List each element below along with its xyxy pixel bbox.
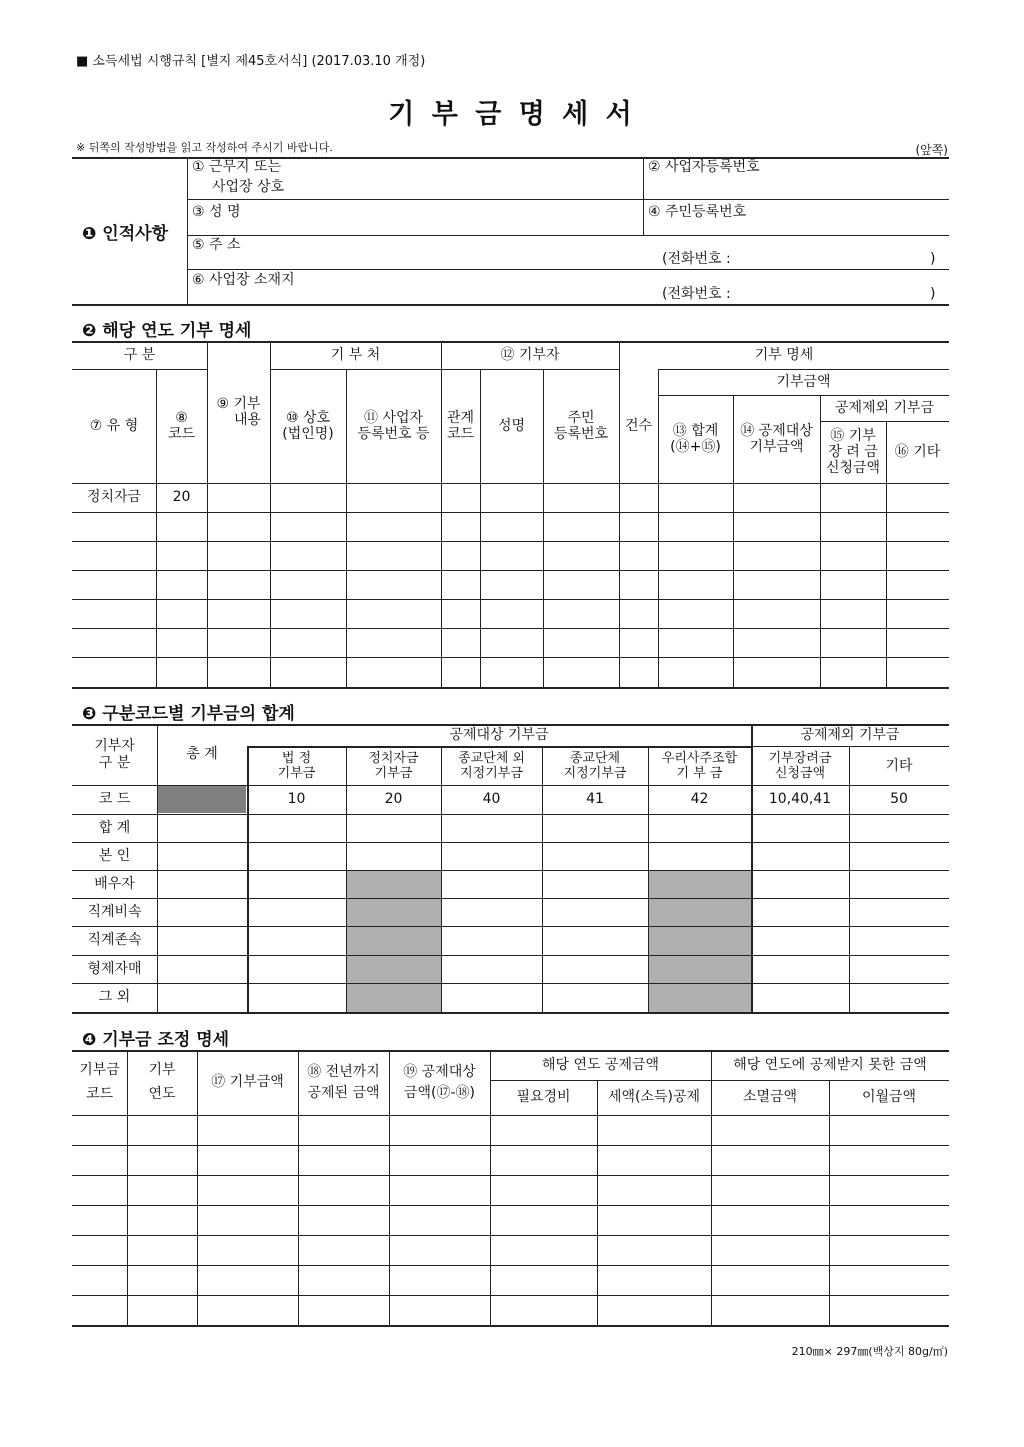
h-name-1: ⑩ 상호 — [285, 409, 331, 426]
h-prev-deducted — [298, 1050, 389, 1115]
h-donor: ⑫ 기부자 — [500, 346, 560, 363]
h-donor-name: 성명 — [497, 417, 526, 434]
h-this-year-deduction: 해당 연도 공제금액 — [541, 1056, 660, 1073]
h-ded-1: ⑭ 공제대상 — [740, 422, 813, 439]
row-descendant: 직계비속 — [87, 903, 142, 920]
h-rrn-2: 등록번호 — [553, 426, 609, 442]
h-target-amount — [389, 1050, 490, 1115]
address-phone-label: (전화번호 : — [662, 251, 731, 267]
h-ded-2: 기부금액 — [749, 439, 804, 455]
workplace-label: ① 근무지 또는 — [192, 159, 282, 175]
h-recipient: 기 부 처 — [330, 346, 381, 363]
h-biz-no — [346, 369, 441, 483]
c6-1: 기부장려금 — [768, 750, 832, 766]
h-rrn — [543, 369, 619, 483]
h-biz-1: ⑪ 사업자 — [363, 409, 424, 426]
h-rel — [441, 369, 480, 483]
h-deductible — [733, 395, 820, 483]
row-ascendant: 직계존속 — [87, 932, 142, 949]
code-41: 41 — [586, 791, 604, 808]
h-code-2: 코드 — [167, 426, 196, 442]
biz-phone-close: ) — [930, 286, 936, 302]
h-grant-3: 신청금액 — [825, 460, 881, 477]
h-donation-amount: ⑰ 기부금액 — [211, 1074, 284, 1091]
h-donor-type-1: 기부자 — [94, 738, 135, 755]
h-grant-2: 장 려 금 — [828, 443, 878, 460]
h-detail: 기부 명세 — [754, 346, 814, 363]
h4-code-1: 기부금 — [79, 1061, 120, 1078]
h-grand-total: 총 계 — [186, 746, 218, 762]
h-grant-1: ⑮ 기부 — [830, 427, 876, 444]
instruction-note: ※ 뒤쪽의 작성방법을 읽고 작성하여 주시기 바랍니다. — [76, 141, 333, 154]
c2-1: 정치자금 — [368, 750, 419, 766]
row-spouse: 배우자 — [94, 875, 135, 892]
h-donor-type-2: 구 분 — [98, 754, 131, 771]
row-total: 합 계 — [98, 819, 131, 836]
code-42: 42 — [690, 791, 709, 808]
page-side-label: (앞쪽) — [915, 143, 948, 157]
c1-1: 법 정 — [281, 750, 312, 766]
h-biz-2: 등록번호 등 — [357, 426, 430, 442]
h4-year-2: 연도 — [148, 1085, 176, 1102]
h-rel-2: 코드 — [446, 426, 475, 442]
h4-target-2: 금액(⑰-⑱) — [403, 1084, 476, 1101]
c4-2: 지정기부금 — [563, 765, 627, 781]
code-row-label: 코 드 — [98, 791, 131, 808]
h-total-1: ⑬ 합계 — [672, 422, 719, 439]
h-amount: 기부금액 — [776, 373, 831, 390]
h-rrn-1: 주민 — [567, 409, 595, 426]
resident-no-label: ④ 주민등록번호 — [648, 204, 747, 220]
h-nondeductible-group: 공제제외 기부금 — [800, 726, 900, 743]
row1-type: 정치자금 — [86, 489, 142, 506]
h-type: ⑦ 유 형 — [89, 417, 139, 434]
name-label: ③ 성 명 — [192, 204, 241, 220]
h-other: ⑯ 기타 — [894, 443, 941, 460]
h-grant-request — [751, 748, 849, 785]
code-10: 10 — [287, 791, 306, 808]
code-20: 20 — [384, 791, 403, 808]
row-sibling: 형제자매 — [87, 960, 142, 977]
h4-prev-2: 공제된 금액 — [307, 1084, 380, 1101]
h-code-1: ⑧ — [175, 409, 188, 426]
row-other: 그 외 — [98, 989, 131, 1006]
biz-phone-label: (전화번호 : — [662, 286, 731, 302]
row-self: 본 인 — [98, 847, 131, 864]
c2-2: 기부금 — [374, 765, 413, 781]
h-other-nonded: 기타 — [885, 758, 913, 775]
biz-location-label: ⑥ 사업장 소재지 — [192, 272, 295, 288]
h4-year-1: 기부 — [148, 1061, 176, 1078]
h-grant — [820, 421, 886, 483]
c6-2: 신청금액 — [774, 765, 826, 781]
code-40: 40 — [482, 791, 501, 808]
h-donation-year — [127, 1050, 197, 1115]
workplace-label-2: 사업장 상호 — [212, 179, 285, 195]
h-total — [658, 395, 733, 483]
h-gubun: 구 분 — [123, 346, 156, 363]
h-content-2: 내용 — [233, 412, 262, 428]
h-total-2: (⑭+⑮) — [670, 439, 721, 455]
h-tax-deduction: 세액(소득)공제 — [607, 1089, 701, 1106]
h-count: 건수 — [624, 417, 653, 434]
section3-title: ❸ 구분코드별 기부금의 합계 — [82, 704, 295, 724]
h-code — [156, 369, 207, 483]
c5-2: 기 부 금 — [676, 765, 723, 781]
h-expired-amount: 소멸금액 — [742, 1089, 798, 1106]
c1-2: 기부금 — [277, 765, 316, 781]
code-grant: 10,40,41 — [768, 791, 832, 808]
h-name-2: (법인명) — [282, 426, 334, 442]
h-deductible-group: 공제대상 기부금 — [449, 726, 549, 743]
c5-1: 우리사주조합 — [661, 750, 738, 766]
code-50: 50 — [890, 791, 908, 808]
c3-1: 종교단체 외 — [458, 750, 525, 766]
section2-title: ❷ 해당 연도 기부 명세 — [82, 321, 252, 341]
h-political-donation — [346, 748, 441, 785]
h4-prev-1: ⑱ 전년까지 — [307, 1063, 380, 1080]
h-not-deducted: 해당 연도에 공제받지 못한 금액 — [733, 1056, 927, 1073]
h-rel-1: 관계 — [446, 409, 475, 426]
h-legal-donation — [247, 748, 346, 785]
section4-title: ❹ 기부금 조정 명세 — [82, 1030, 230, 1050]
h-donation-code — [72, 1050, 127, 1115]
h-content-1: ⑨ 기부 — [216, 395, 261, 412]
c3-2: 지정기부금 — [460, 765, 523, 781]
form-reference: ■ 소득세법 시행규칙 [별지 제45호서식] (2017.03.10 개정) — [76, 54, 426, 69]
page-title: 기 부 금 명 세 서 — [388, 99, 636, 130]
h-carryover-amount: 이월금액 — [861, 1089, 917, 1106]
section1-title: ❶ 인적사항 — [82, 224, 168, 244]
h-religious-designated — [542, 748, 648, 785]
h4-code-2: 코드 — [85, 1085, 114, 1102]
h-content — [207, 341, 270, 483]
h4-target-1: ⑲ 공제대상 — [403, 1063, 476, 1080]
h-esop-donation — [648, 748, 751, 785]
row1-code: 20 — [172, 489, 191, 506]
biz-reg-no-label: ② 사업자등록번호 — [648, 159, 760, 175]
h-name — [270, 369, 346, 483]
h-donor-type — [72, 724, 157, 785]
h-nondeductible: 공제제외 기부금 — [834, 399, 935, 416]
h-necessary-expense: 필요경비 — [516, 1089, 571, 1106]
h-nonreligious-designated — [441, 748, 542, 785]
address-phone-close: ) — [930, 251, 936, 267]
paper-spec: 210㎜× 297㎜(백상지 80g/㎡) — [791, 1345, 948, 1358]
address-label: ⑤ 주 소 — [192, 237, 241, 253]
c4-1: 종교단체 — [569, 750, 621, 766]
